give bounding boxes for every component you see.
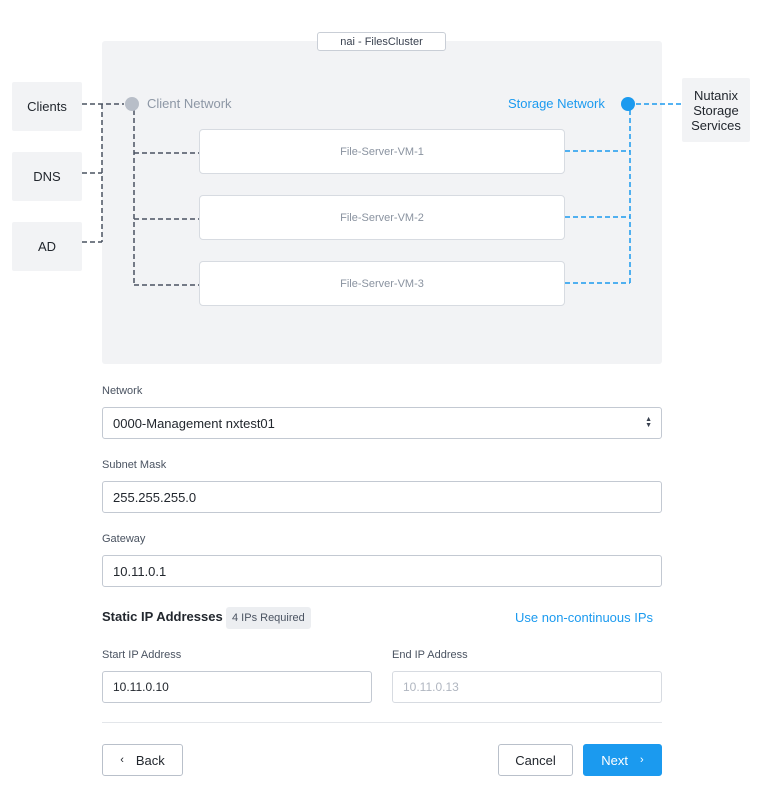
start-ip-input[interactable] [102,671,372,703]
gateway-value: 10.11.0.1 [113,563,167,579]
chevron-right-icon: › [640,754,644,766]
static-ip-title: Static IP Addresses [102,609,223,624]
back-button[interactable] [102,744,183,776]
cluster-name-label: nai - FilesCluster [317,32,446,51]
next-button-label: Next [601,752,629,768]
storage-network-dot [621,97,635,111]
select-arrows-icon: ▲ ▼ [645,416,652,429]
start-ip-value: 10.11.0.10 [113,680,169,694]
subnet-mask-value: 255.255.255.0 [113,489,197,505]
nutanix-storage-services-box: Nutanix Storage Services [682,78,750,142]
client-network-dot [125,97,139,111]
dns-box: DNS [12,152,82,201]
file-server-vm-1: File-Server-VM-1 [199,129,565,174]
ad-box: AD [12,222,82,271]
chevron-left-icon: ‹ [120,754,124,766]
gateway-input[interactable] [102,555,662,587]
end-ip-input[interactable] [392,671,662,703]
ips-required-badge: 4 IPs Required [226,607,311,629]
end-ip-label: End IP Address [392,649,468,661]
client-network-label: Client Network [147,96,232,111]
file-server-vm-2: File-Server-VM-2 [199,195,565,240]
network-select[interactable] [102,407,662,439]
file-server-vm-3: File-Server-VM-3 [199,261,565,306]
subnet-mask-label: Subnet Mask [102,459,167,471]
end-ip-placeholder: 10.11.0.13 [403,680,459,694]
clients-box: Clients [12,82,82,131]
subnet-mask-input[interactable] [102,481,662,513]
back-button-label: Back [135,752,165,768]
next-button[interactable] [583,744,662,776]
network-select-value: 0000-Management nxtest01 [113,415,275,431]
network-label: Network [102,385,143,397]
gateway-label: Gateway [102,533,146,545]
use-non-continuous-ips-link[interactable]: Use non-continuous IPs [515,610,654,625]
storage-network-label: Storage Network [508,96,605,111]
form-divider [102,722,662,723]
cancel-button[interactable]: Cancel [498,744,573,776]
start-ip-label: Start IP Address [102,649,182,661]
